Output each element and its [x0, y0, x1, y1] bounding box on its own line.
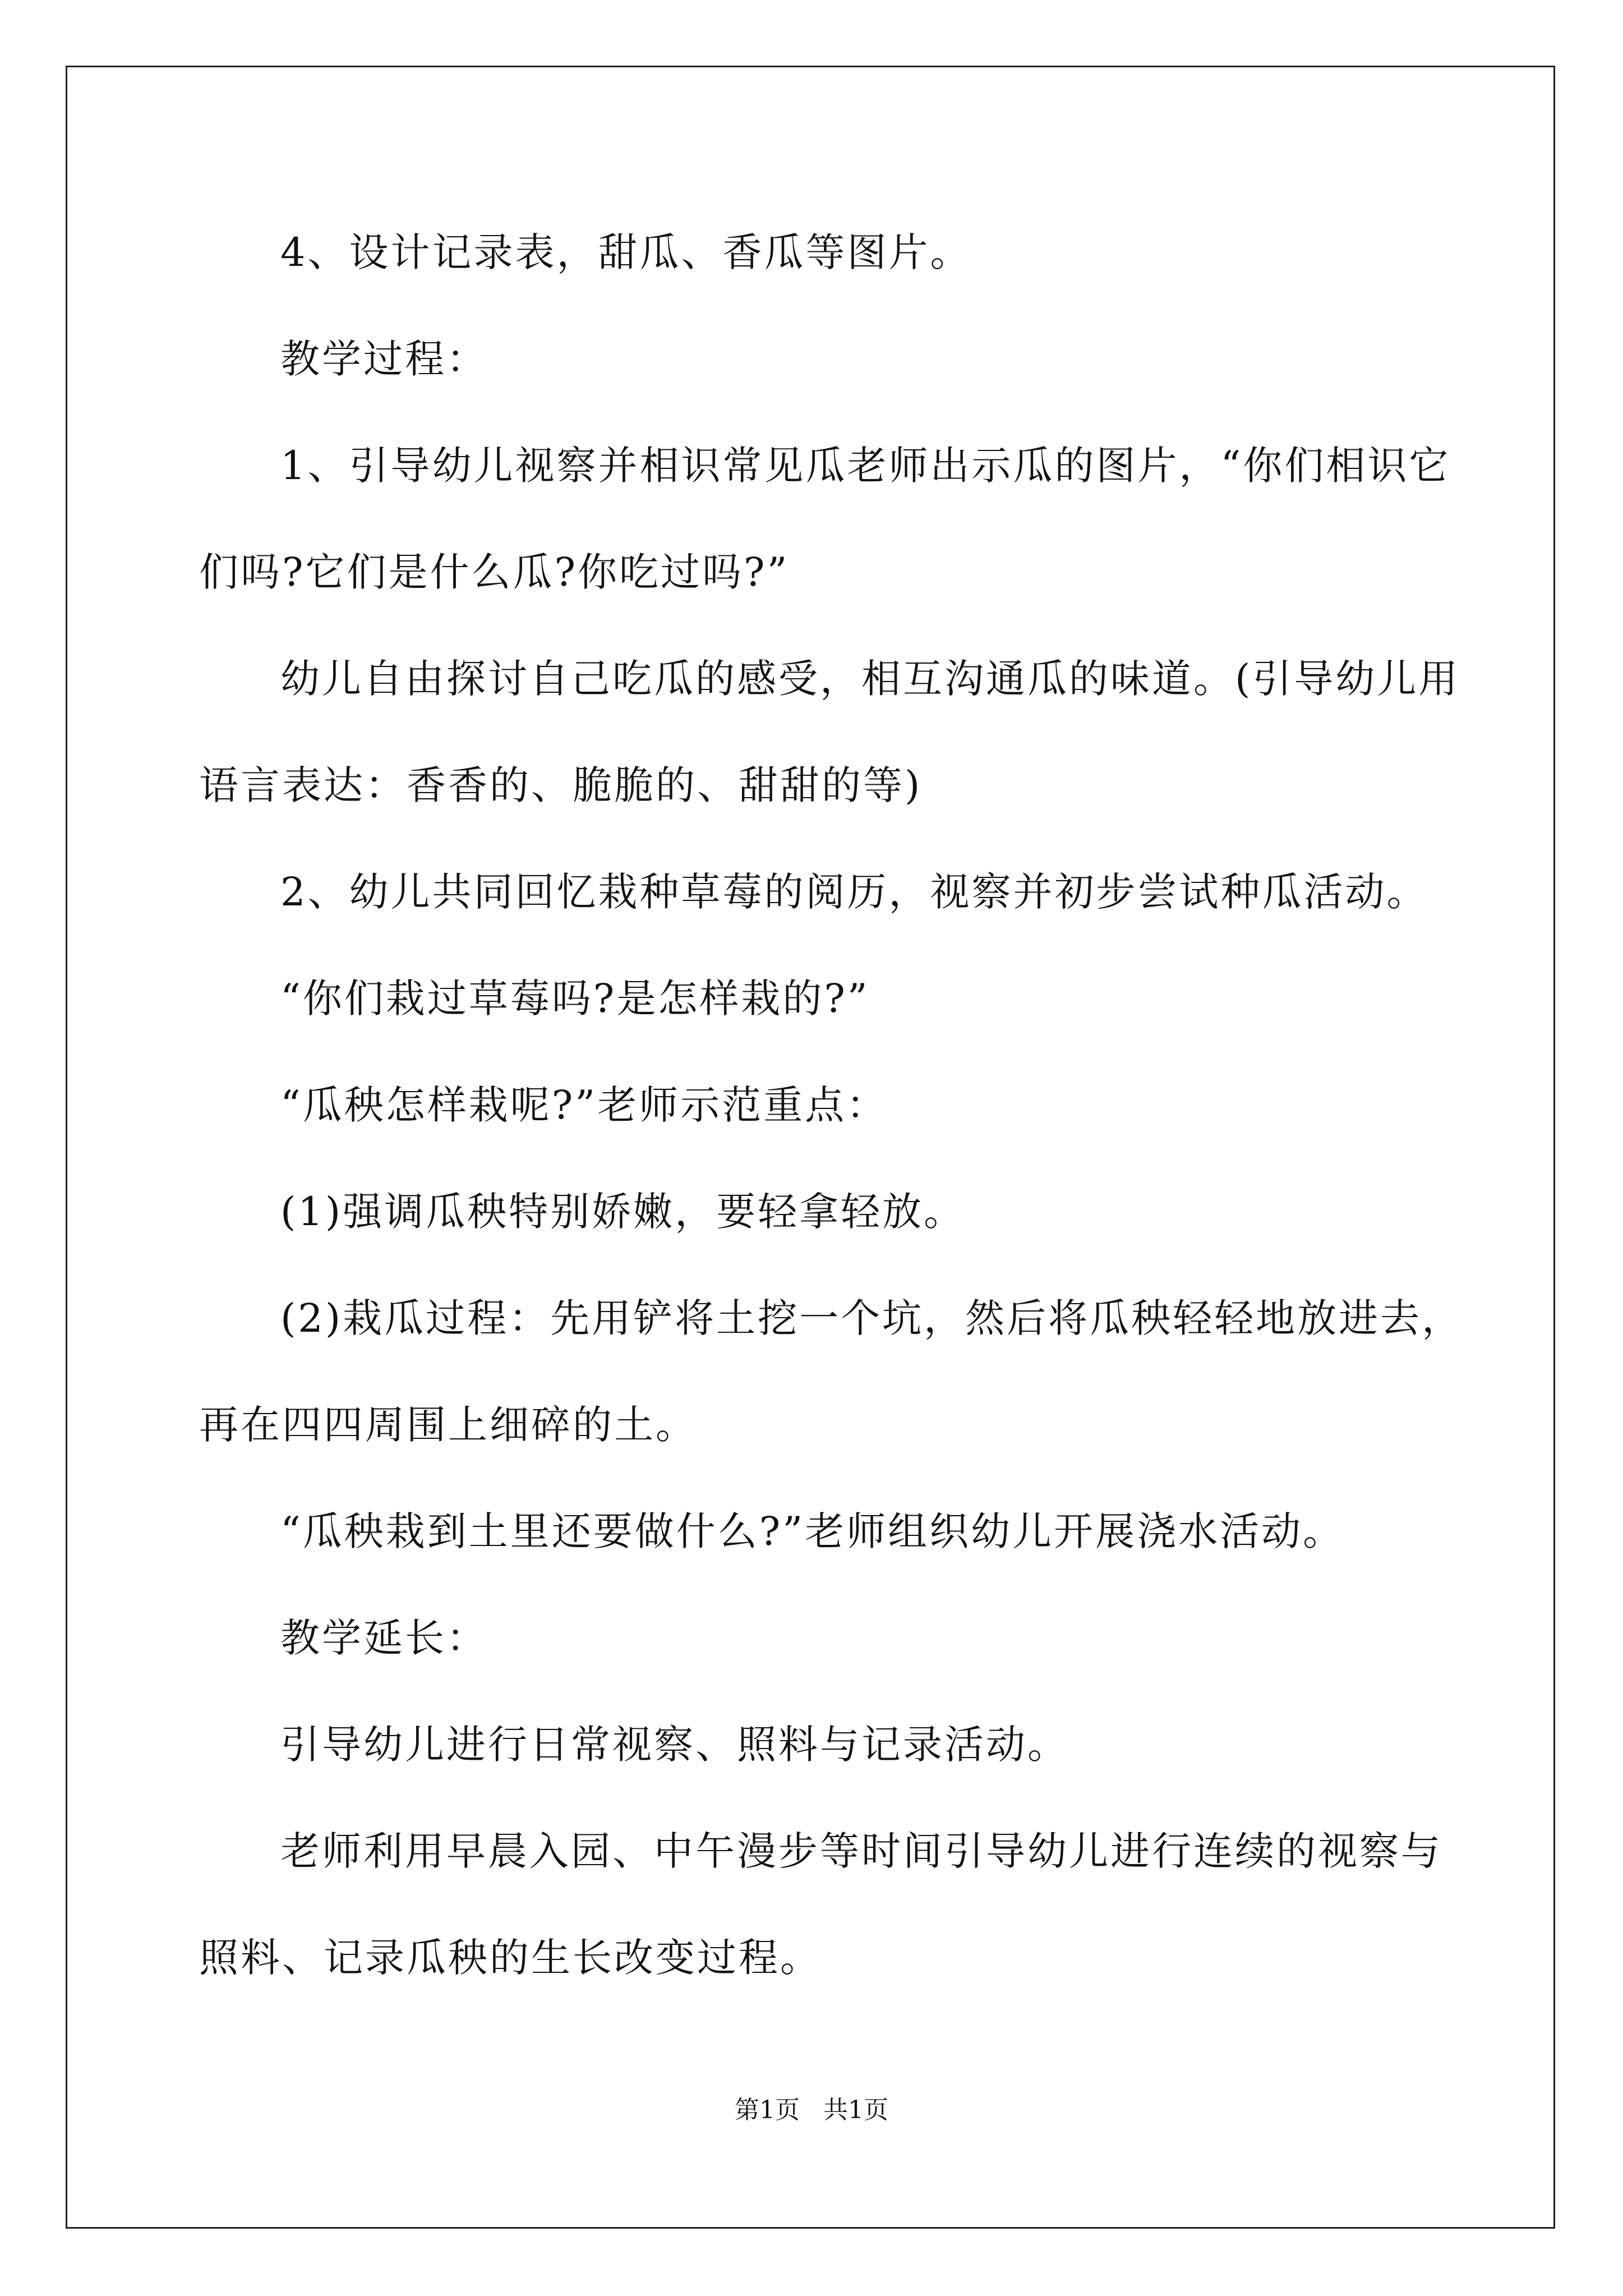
quote-strawberry: “你们栽过草莓吗?是怎样栽的?”: [280, 976, 870, 1022]
paragraph-step2: 2、幼儿共同回忆栽种草莓的阅历，视察并初步尝试种瓜活动。: [280, 869, 1428, 915]
quote-watering: “瓜秧栽到土里还要做什么?”老师组织幼儿开展浇水活动。: [280, 1508, 1345, 1554]
paragraph-step1-line2: 们吗?它们是什么瓜?你吃过吗?”: [199, 549, 790, 595]
paragraph-discussion-line2: 语言表达：香香的、脆脆的、甜甜的等): [199, 762, 923, 808]
heading-teaching-extension: 教学延长：: [280, 1615, 488, 1661]
point-2-line2: 再在四四周围上细碎的土。: [199, 1402, 697, 1448]
paragraph-step1-line1: 1、引导幼儿视察并相识常见瓜老师出示瓜的图片，“你们相识它: [280, 443, 1451, 489]
paragraph-materials: 4、设计记录表，甜瓜、香瓜等图片。: [280, 229, 972, 275]
paragraph-discussion-line1: 幼儿自由探讨自己吃瓜的感受，相互沟通瓜的味道。(引导幼儿用: [280, 656, 1460, 702]
paragraph-observation-line2: 照料、记录瓜秧的生长改变过程。: [199, 1935, 822, 1981]
paragraph-extension: 引导幼儿进行日常视察、照料与记录活动。: [280, 1722, 1069, 1768]
page-frame: [66, 66, 1555, 2229]
page-number-footer: 第1页 共1页: [735, 2096, 888, 2124]
heading-teaching-process: 教学过程：: [280, 336, 488, 382]
quote-demonstration: “瓜秧怎样栽呢?”老师示范重点：: [280, 1082, 888, 1128]
paragraph-observation-line1: 老师利用早晨入园、中午漫步等时间引导幼儿进行连续的视察与: [280, 1828, 1442, 1874]
point-2-line1: (2)栽瓜过程：先用铲将土挖一个坑，然后将瓜秧轻轻地放进去，: [280, 1295, 1464, 1341]
point-1: (1)强调瓜秧特别娇嫩，要轻拿轻放。: [280, 1189, 966, 1235]
